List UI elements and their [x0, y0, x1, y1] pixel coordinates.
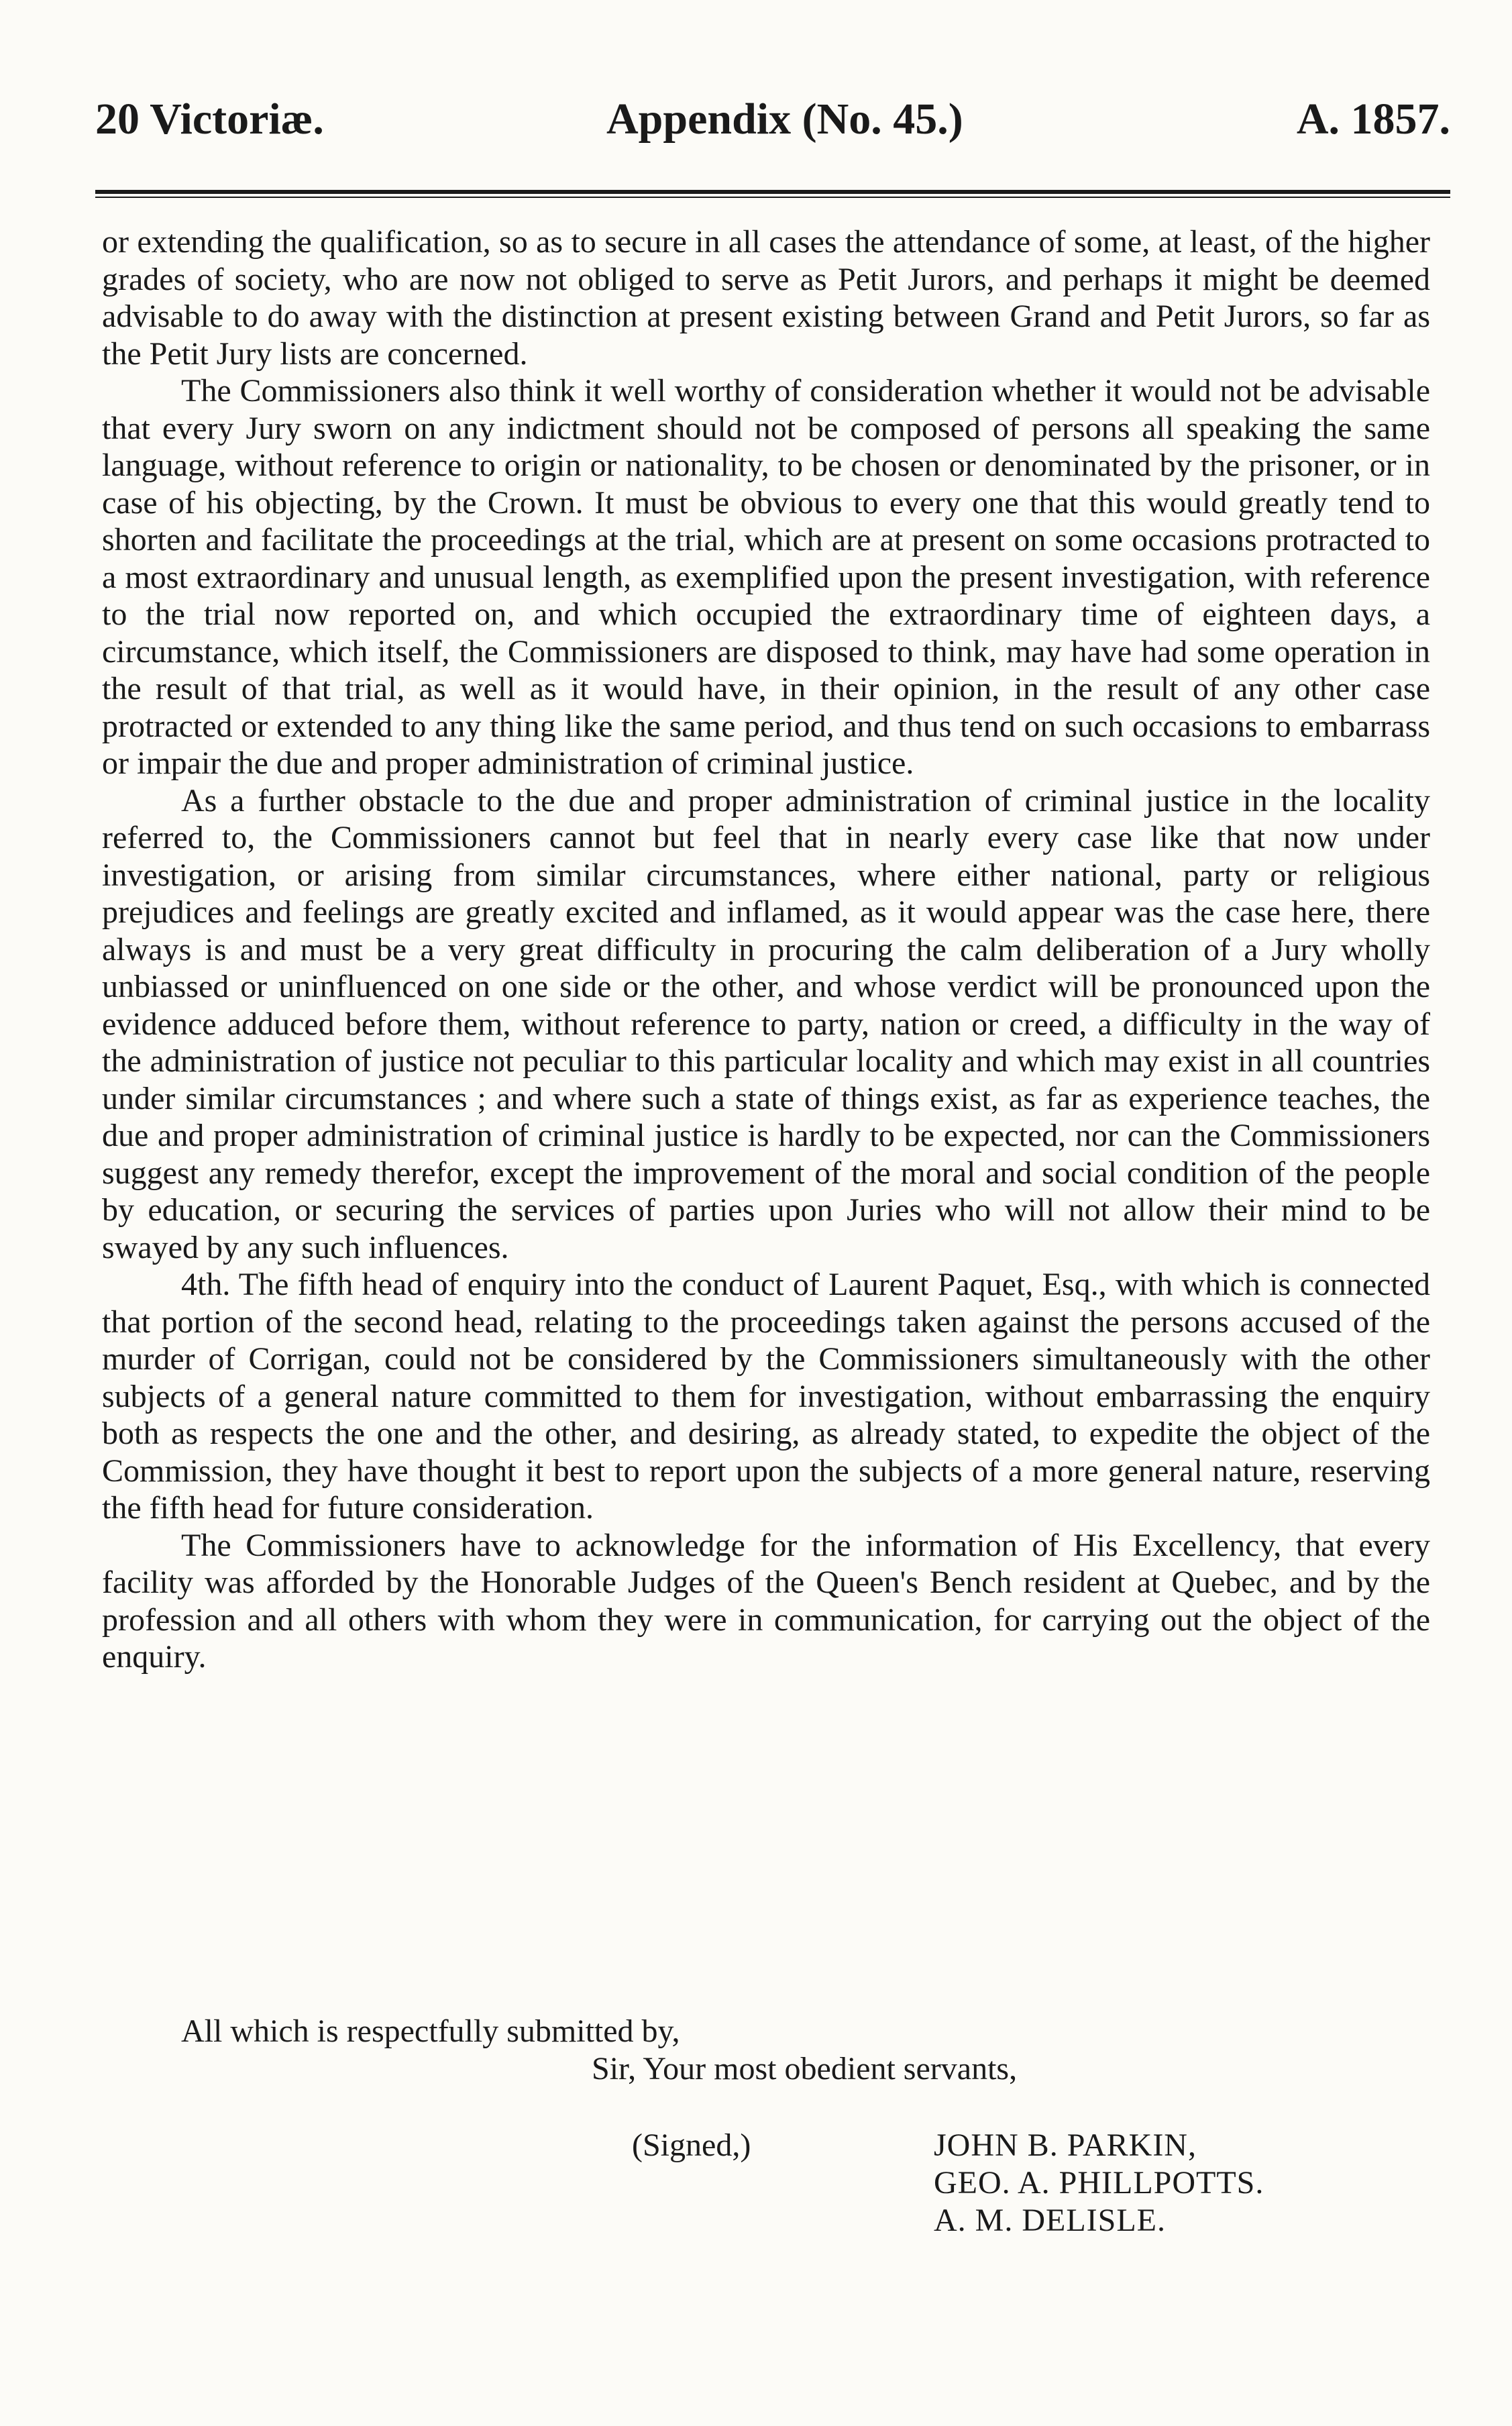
closing-block [102, 2013, 1430, 2281]
header-year: A. 1857. [1296, 95, 1450, 144]
closing-signed-label: (Signed,) [632, 2127, 751, 2163]
closing-salutation: Sir, Your most obedient servants, [592, 2051, 1018, 2087]
page-header [95, 93, 1450, 146]
signatory-name: A. M. DELISLE. [934, 2203, 1166, 2238]
paragraph-fifth-head: 4th. The fifth head of enquiry into the conduct of Laurent Paquet, Esq., with which is connected that portion of the second head, relating to the proceedings taken against the persons accused of the murder of Corrigan, could not be considered by the Commissioners simultaneously with the other subjects of a general nature committed to them for investigation, without embarrassing the enquiry both as respects the one and the other, and desiring, as already stated, to expedite the object of the Commission, they have thought it best to report upon the subjects of a more general nature, reserving the fifth head for future consideration. [102, 1267, 1430, 1526]
signatory-name: JOHN B. PARKIN, [934, 2127, 1197, 2163]
header-rule-thin [95, 197, 1450, 198]
header-rule-thick [95, 190, 1450, 194]
paragraph-obstacle: As a further obstacle to the due and proper administration of criminal justice in the locality referred to, the Commissioners cannot but feel that in nearly every case like that now under investigation, or arising from similar circumstances, where either national, party or religious prejudices and feelings are greatly excited and inflamed, as it would appear was the case here, there always is and must be a very great difficulty in procuring the calm deliberation of a Jury wholly unbiassed or uninfluenced on one side or the other, and whose verdict will be pronounced upon the evidence adduced before them, without reference to party, nation or creed, a difficulty in the way of the administration of justice not peculiar to this particular locality and which may exist in all countries under similar circumstances ; and where such a state of things exist, as far as experience teaches, the due and proper administration of criminal justice is hardly to be expected, nor can the Commissioners suggest any remedy therefor, except the improvement of the moral and social condition of the people by education, or securing the services of parties upon Juries who will not allow their mind to be swayed by any such influences. [102, 782, 1430, 1265]
paragraph-acknowledgement: The Commissioners have to acknowledge for the information of His Excellency, that every facility was afforded by the Honorable Judges of the Queen's Bench resident at Quebec, and by the profession and all others with whom they were in communication, for carrying out the object of the enquiry. [102, 1527, 1430, 1675]
header-appendix: Appendix (No. 45.) [606, 95, 963, 144]
signatory-list [934, 2127, 1264, 2239]
report-body [102, 223, 1430, 1676]
signatory-name: GEO. A. PHILLPOTTS. [934, 2165, 1264, 2201]
paragraph-continuation: or extending the qualification, so as to secure in all cases the attendance of some, at least, of the higher grades of society, who are now not obliged to serve as Petit Jurors, and perhaps it might be deemed advisable to do away with the distinction at present existing between Grand and Petit Jurors, so far as the Petit Jury lists are concerned. [102, 224, 1430, 372]
closing-submitted: All which is respectfully submitted by, [181, 2013, 680, 2049]
header-session: 20 Victoriæ. [95, 95, 324, 144]
paragraph-jury-language: The Commissioners also think it well worthy of consideration whether it would not be advisable that every Jury sworn on any indictment should not be composed of persons all speaking the same language, without reference to origin or nationality, to be chosen or denominated by the prisoner, or in case of his objecting, by the Crown. It must be obvious to every one that this would greatly tend to shorten and facilitate the proceedings at the trial, which are at present on some occasions protracted to a most extraordinary and unusual length, as exemplified upon the present investigation, with reference to the trial now reported on, and which occupied the extraordinary time of eighteen days, a circumstance, which itself, the Commissioners are disposed to think, may have had some operation in the result of that trial, as well as it would have, in their opinion, in the result of any other case protracted or extended to any thing like the same period, and thus tend on such occasions to embarrass or impair the due and proper administration of criminal justice. [102, 373, 1430, 781]
